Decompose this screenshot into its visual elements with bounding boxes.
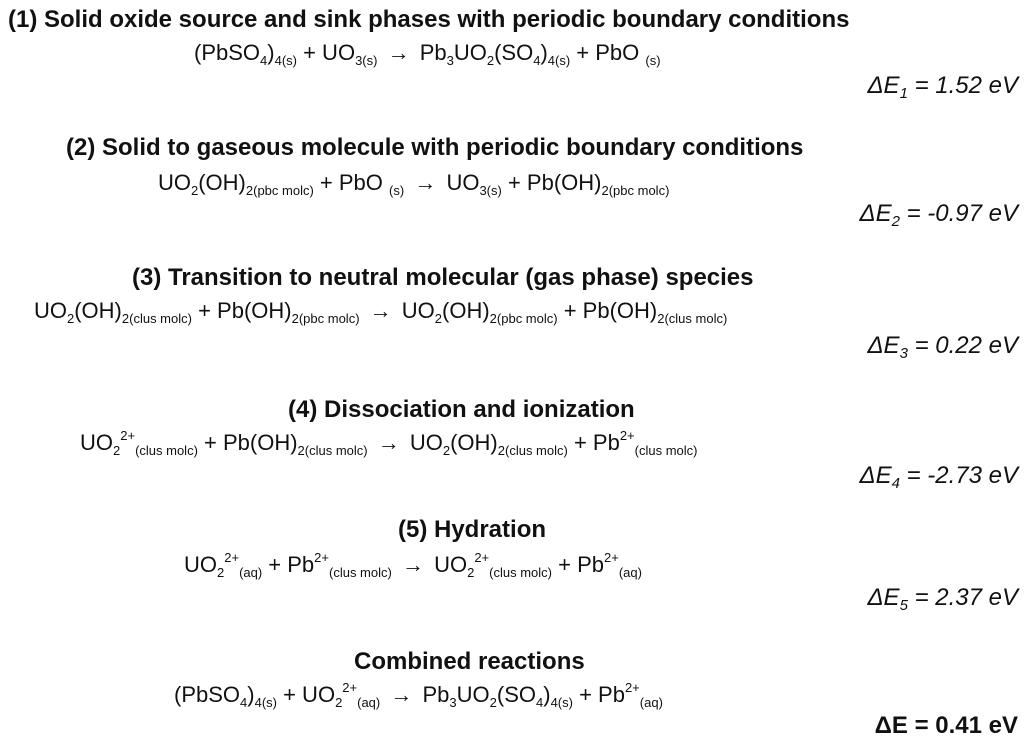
- energy-change-5: $\Delta E_5 = 2.37$ eV: [867, 584, 1018, 614]
- section-2-title: (2) Solid to gaseous molecule with periodic boundary conditions: [66, 134, 804, 161]
- energy-change-2: $\Delta E_2 = -0.97$ eV: [859, 200, 1018, 230]
- reaction-arrow: →: [390, 682, 413, 707]
- combined-reaction-equation: $(PbSO_4)_{4(s)} + UO_2^{2+}_{(aq)} \to Pb_3UO_2(SO_4)_{4(s)} + Pb^{2+}_{(aq)}$: [174, 680, 663, 710]
- section-4-title: (4) Dissociation and ionization: [288, 396, 635, 423]
- reaction-arrow: →: [377, 430, 400, 455]
- energy-change-3: $\Delta E_3 = 0.22$ eV: [867, 332, 1018, 362]
- reaction-arrow: →: [414, 170, 437, 195]
- reaction-3-equation: $UO_2(OH)_{2(clus molc)} + Pb(OH)_{2(pbc molc)} \to UO_2(OH)_{2(pbc molc)} + Pb(OH)_{2(clus molc)}$: [34, 298, 728, 326]
- energy-change-4: $\Delta E_4 = -2.73$ eV: [859, 462, 1018, 492]
- reaction-arrow: →: [369, 298, 392, 323]
- section-3-title: (3) Transition to neutral molecular (gas phase) species: [132, 264, 754, 291]
- total-energy-change: ΔE = 0.41 eV: [874, 712, 1018, 739]
- energy-change-1: $\Delta E_1 = 1.52$ eV: [867, 72, 1018, 102]
- reaction-4-equation: $UO_2^{2+}_{(clus molc)} + Pb(OH)_{2(clus molc)} \to UO_2(OH)_{2(clus molc)} + Pb^{2+}_{(clus molc)}$: [80, 428, 698, 458]
- combined-reactions-title: Combined reactions: [354, 648, 585, 675]
- reaction-arrow: →: [387, 40, 410, 65]
- reaction-2-equation: $UO_2(OH)_{2(pbc molc)}$ + PbO $_{(s)} \to UO_{3(s)} + Pb(OH)_{2(pbc molc)}$: [158, 170, 670, 198]
- section-5-title: (5) Hydration: [398, 516, 547, 543]
- section-1-title: (1) Solid oxide source and sink phases with periodic boundary conditions: [8, 6, 850, 33]
- reaction-1-equation: $(PbSO_4)_{4(s)} + UO_{3(s)} \to Pb_3UO_2(SO_4)_{4(s)}$ + PbO $_{(s)}$: [194, 40, 661, 68]
- reaction-5-equation: $UO_2^{2+}_{(aq)} + Pb^{2+}_{(clus molc)} \to UO_2^{2+}_{(clus molc)} + Pb^{2+}_{(aq)}$: [184, 550, 642, 580]
- reaction-arrow: →: [401, 552, 424, 577]
